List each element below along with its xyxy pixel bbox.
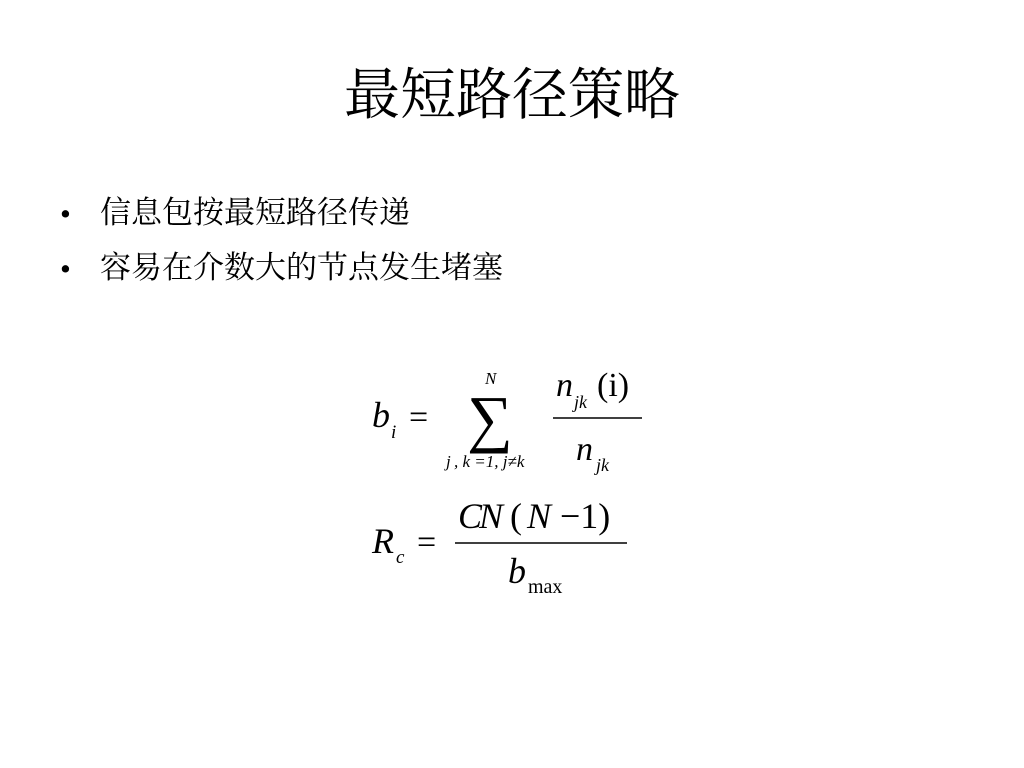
fraction-numerator-arg: (i) (597, 367, 630, 404)
fraction-numerator: N (479, 496, 504, 536)
fraction-numerator: n (556, 367, 573, 404)
critical-rate-formula (371, 496, 627, 598)
fraction-subscript: jk (574, 392, 587, 412)
equals-sign: = (409, 399, 429, 436)
equals-sign: = (417, 524, 437, 561)
bullet-text: 容易在介数大的节点发生堵塞 (100, 250, 503, 286)
fraction-denominator: n (576, 431, 593, 468)
formula-variable: R (372, 521, 394, 561)
fraction-subscript: jk (596, 455, 609, 475)
bullet-marker: • (60, 251, 71, 286)
summation-lower-limit: , k =1, j≠k (454, 452, 525, 471)
summation-lower-limit: j (446, 452, 451, 471)
fraction-numerator: C (458, 496, 483, 536)
slide-title: 最短路径策略 (344, 63, 680, 128)
fraction-denominator: b (508, 551, 526, 591)
fraction-numerator: ( (510, 496, 522, 536)
fraction-subscript: max (528, 576, 563, 598)
fraction-numerator: −1) (560, 496, 611, 536)
fraction-numerator: N (527, 496, 552, 536)
bullet-text: 信息包按最短路径传递 (100, 195, 410, 231)
formula-variable: b (372, 395, 390, 435)
summation-sign: ∑ (467, 383, 513, 454)
summation-upper-limit: N (485, 369, 497, 388)
formula-subscript: c (396, 547, 405, 568)
formula-subscript: i (391, 422, 397, 443)
betweenness-formula (372, 367, 642, 475)
bullet-marker: • (60, 196, 71, 231)
